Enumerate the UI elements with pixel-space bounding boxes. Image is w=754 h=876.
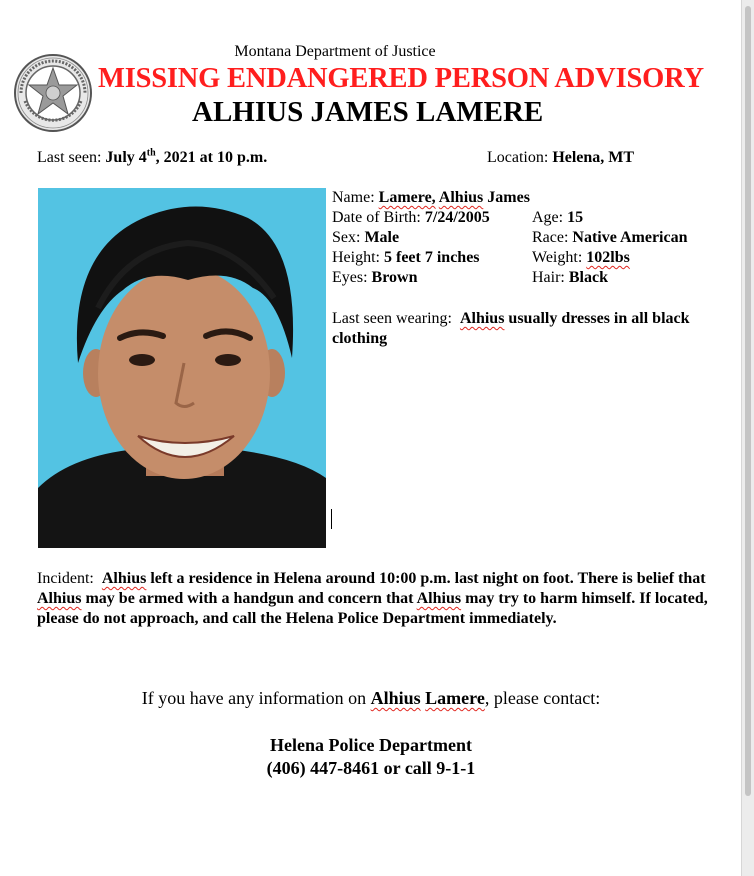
last-seen: Last seen: July 4th, 2021 at 10 p.m. — [37, 147, 268, 166]
department-name: Helena Police Department — [270, 735, 472, 755]
dob-field: Date of Birth: 7/24/2005 — [332, 209, 490, 226]
age-field: Age: 15 — [532, 209, 584, 226]
person-name-heading: ALHIUS JAMES LAMERE — [192, 96, 544, 128]
hair-field: Hair: Black — [532, 269, 608, 286]
scrollbar-thumb[interactable] — [745, 6, 751, 796]
missing-person-photo — [38, 188, 326, 548]
text-cursor — [331, 509, 332, 529]
attorney-general-seal-icon — [13, 53, 93, 133]
eyes-field: Eyes: Brown — [332, 269, 418, 286]
agency-name: Montana Department of Justice — [234, 43, 436, 60]
sex-field: Sex: Male — [332, 229, 400, 246]
last-seen-wearing: Last seen wearing: Alhius usually dresses in all black clothing — [332, 310, 690, 347]
race-field: Race: Native American — [532, 229, 688, 246]
name-field: Name: Lamere, Alhius James — [332, 189, 530, 206]
location: Location: Helena, MT — [487, 149, 635, 166]
contact-prompt: If you have any information on Alhius Lamere, please contact: — [141, 688, 601, 708]
weight-field: Weight: 102lbs — [532, 249, 630, 266]
advisory-title: MISSING ENDANGERED PERSON ADVISORY — [98, 63, 704, 94]
height-field: Height: 5 feet 7 inches — [332, 249, 480, 266]
department-phone[interactable]: (406) 447-8461 or call 9-1-1 — [266, 758, 476, 778]
incident-description: Incident: Alhius left a residence in Helena around 10:00 p.m. last night on foot. There is belief that Alhius may be armed with a handgun and concern that Alhius may try to harm himself. If located, please do not approach, and call the Helena Police Department immediately. — [37, 570, 708, 627]
vertical-scrollbar[interactable] — [741, 0, 754, 876]
contact-department — [0, 734, 742, 780]
